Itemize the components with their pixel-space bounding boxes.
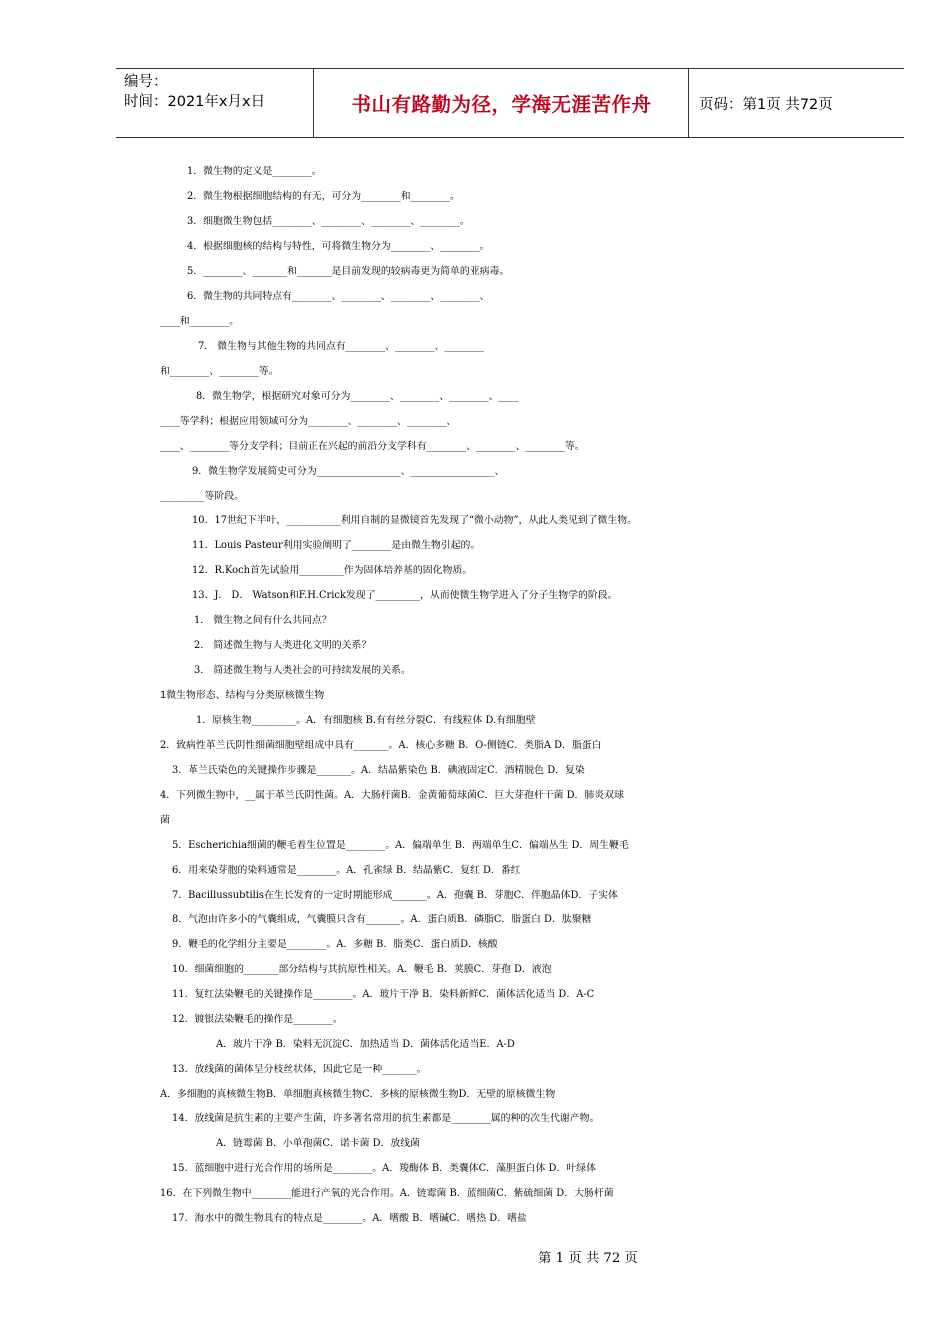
essay-q-2: 2． 简述微生物与人类进化文明的关系？ — [194, 640, 372, 651]
blank-q-9-cont: _________等阶段。 — [160, 491, 244, 502]
blank-q-2: 2．微生物根据细胞结构的有无，可分为________和________。 — [187, 191, 460, 202]
blank-q-6-cont: ____和________。 — [160, 316, 240, 327]
blank-q-13: 13．J． D． Watson和F.H.Crick发现了_________，从而使微生物学进入了分子生物学的阶段。 — [192, 590, 618, 601]
mc-q-7: 7．Bacillussubtilis在生长发育的一定时期能形成_______。A．孢囊 B．芽胞C．伴胞晶体D．子实体 — [172, 890, 618, 901]
mc-q-4-cont: 菌 — [160, 815, 170, 826]
mc-q-6: 6．用来染芽胞的染料通常是________。A．孔雀绿 B．结晶紫C．复红 D．番红 — [172, 865, 521, 876]
blank-q-9: 9．微生物学发展简史可分为_________________、_________________、 — [192, 466, 505, 477]
mc-q-13: 13．放线菌的菌体呈分枝丝状体，因此它是一种_______。 — [172, 1064, 427, 1075]
blank-q-8: 8．微生物学，根据研究对象可分为________、________、________、____ — [196, 391, 519, 402]
blank-q-8-cont-1: ____等学科；根据应用领域可分为________、________、________、 — [160, 416, 457, 427]
mc-q-15: 15．蓝细胞中进行光合作用的场所是________。A．羧酶体 B．类囊体C．藻胆蛋白体 D．叶绿体 — [172, 1163, 596, 1174]
blank-q-3: 3．细胞微生物包括________、________、________、________。 — [187, 216, 470, 227]
page-header — [116, 68, 904, 138]
blank-q-11: 11．Louis Pasteur利用实验阐明了________是由微生物引起的。 — [192, 540, 481, 551]
mc-q-3: 3．革兰氏染色的关键操作步骤是_______。A．结晶紫染色 B．碘液固定C．酒精脱色 D．复染 — [172, 765, 585, 776]
date-label: 时间：2021年x月x日 — [124, 94, 266, 110]
mc-q-12: 12．镀银法染鞭毛的操作是________。 — [172, 1014, 343, 1025]
mc-q-2: 2．致病性革兰氏阴性细菌细胞壁组成中具有_______。A．核心多糖 B．O-侧链C．类脂A D．脂蛋白 — [160, 740, 602, 751]
mc-q-13-options: A．多细胞的真核微生物B．单细胞真核微生物C．多核的原核微生物D．无壁的原核微生物 — [160, 1089, 556, 1100]
mc-q-12-options: A．玻片干净 B．染料无沉淀C．加热适当 D．菌体活化适当E．A-D — [216, 1039, 515, 1050]
section-heading: 1微生物形态、结构与分类原核微生物 — [160, 690, 325, 701]
mc-q-1: 1．原核生物_________。A．有细胞核 B.有有丝分裂C．有线粒体 D.有细胞壁 — [196, 715, 536, 726]
mc-q-4: 4．下列微生物中，__属于革兰氏阴性菌。A．大肠杆菌B．金黄葡萄球菌C．巨大芽孢杆干菌 D．肺炎双球 — [160, 790, 624, 801]
blank-q-7: 7． 微生物与其他生物的共同点有________、________、________ — [198, 341, 484, 352]
blank-q-8-cont-2: ____、________等分支学科；目前正在兴起的前沿分支学科有________、________、________等。 — [160, 441, 585, 452]
blank-q-1: 1．微生物的定义是________。 — [187, 166, 322, 177]
mc-q-14: 14．放线菌是抗生素的主要产生菌，许多著名常用的抗生素都是________属的种的次生代谢产物。 — [172, 1113, 600, 1124]
blank-q-7-cont: 和________、________等。 — [160, 366, 279, 377]
mc-q-9: 9．鞭毛的化学组分主要是________。A．多糖 B．脂类C．蛋白质D．核酸 — [172, 939, 498, 950]
page-footer: 第 1 页 共 72 页 — [538, 1251, 638, 1266]
blank-q-4: 4．根据细胞核的结构与特性，可将微生物分为________、________。 — [187, 241, 490, 252]
blank-q-5: 5．________、_______和_______是目前发现的较病毒更为简单的亚病毒。 — [187, 266, 510, 277]
header-page-info: 页码：第1页 共72页 — [699, 96, 833, 113]
mc-q-14-options: A．链霉菌 B．小单孢菌C．诺卡菌 D．放线菌 — [216, 1138, 421, 1149]
header-motto: 书山有路勤为径，学海无涯苦作舟 — [315, 69, 689, 137]
mc-q-17: 17．海水中的微生物具有的特点是________。A．嗜酸 B．嗜碱C．嗜热 D．嗜盐 — [172, 1213, 527, 1224]
mc-q-16: 16．在下列微生物中________能进行产氧的光合作用。A．链霉菌 B．蓝细菌C．紫硫细菌 D．大肠杆菌 — [160, 1188, 614, 1199]
essay-q-3: 3． 简述微生物与人类社会的可持续发展的关系。 — [194, 665, 411, 676]
mc-q-8: 8．气泡由许多小的气囊组成，气囊膜只含有_______。A．蛋白质B．磷脂C．脂蛋白 D．肽聚糖 — [172, 914, 592, 925]
blank-q-6: 6．微生物的共同特点有________、________、________、________、 — [187, 291, 490, 302]
mc-q-11: 11．复红法染鞭毛的关键操作是________。A．玻片干净 B．染料新鲜C．菌体活化适当 D．A-C — [172, 989, 595, 1000]
mc-q-5: 5．Escherichia细菌的鞭毛着生位置是________。A．偏端单生 B．两端单生C．偏端丛生 D．周生鞭毛 — [172, 840, 629, 851]
blank-q-12: 12．R.Koch首先试验用_________作为固体培养基的固化物质。 — [192, 565, 473, 576]
mc-q-10: 10．细菌细胞的_______部分结构与其抗原性相关。A．鞭毛 B．荚膜C．芽孢 D．液泡 — [172, 964, 552, 975]
blank-q-10: 10．17世纪下半叶，___________利用自制的显微镜首先发现了“微小动物”，从此人类见到了微生物。 — [192, 515, 638, 526]
serial-label: 编号： — [124, 74, 168, 90]
header-meta — [116, 69, 314, 137]
essay-q-1: 1． 微生物之间有什么共同点？ — [194, 615, 332, 626]
